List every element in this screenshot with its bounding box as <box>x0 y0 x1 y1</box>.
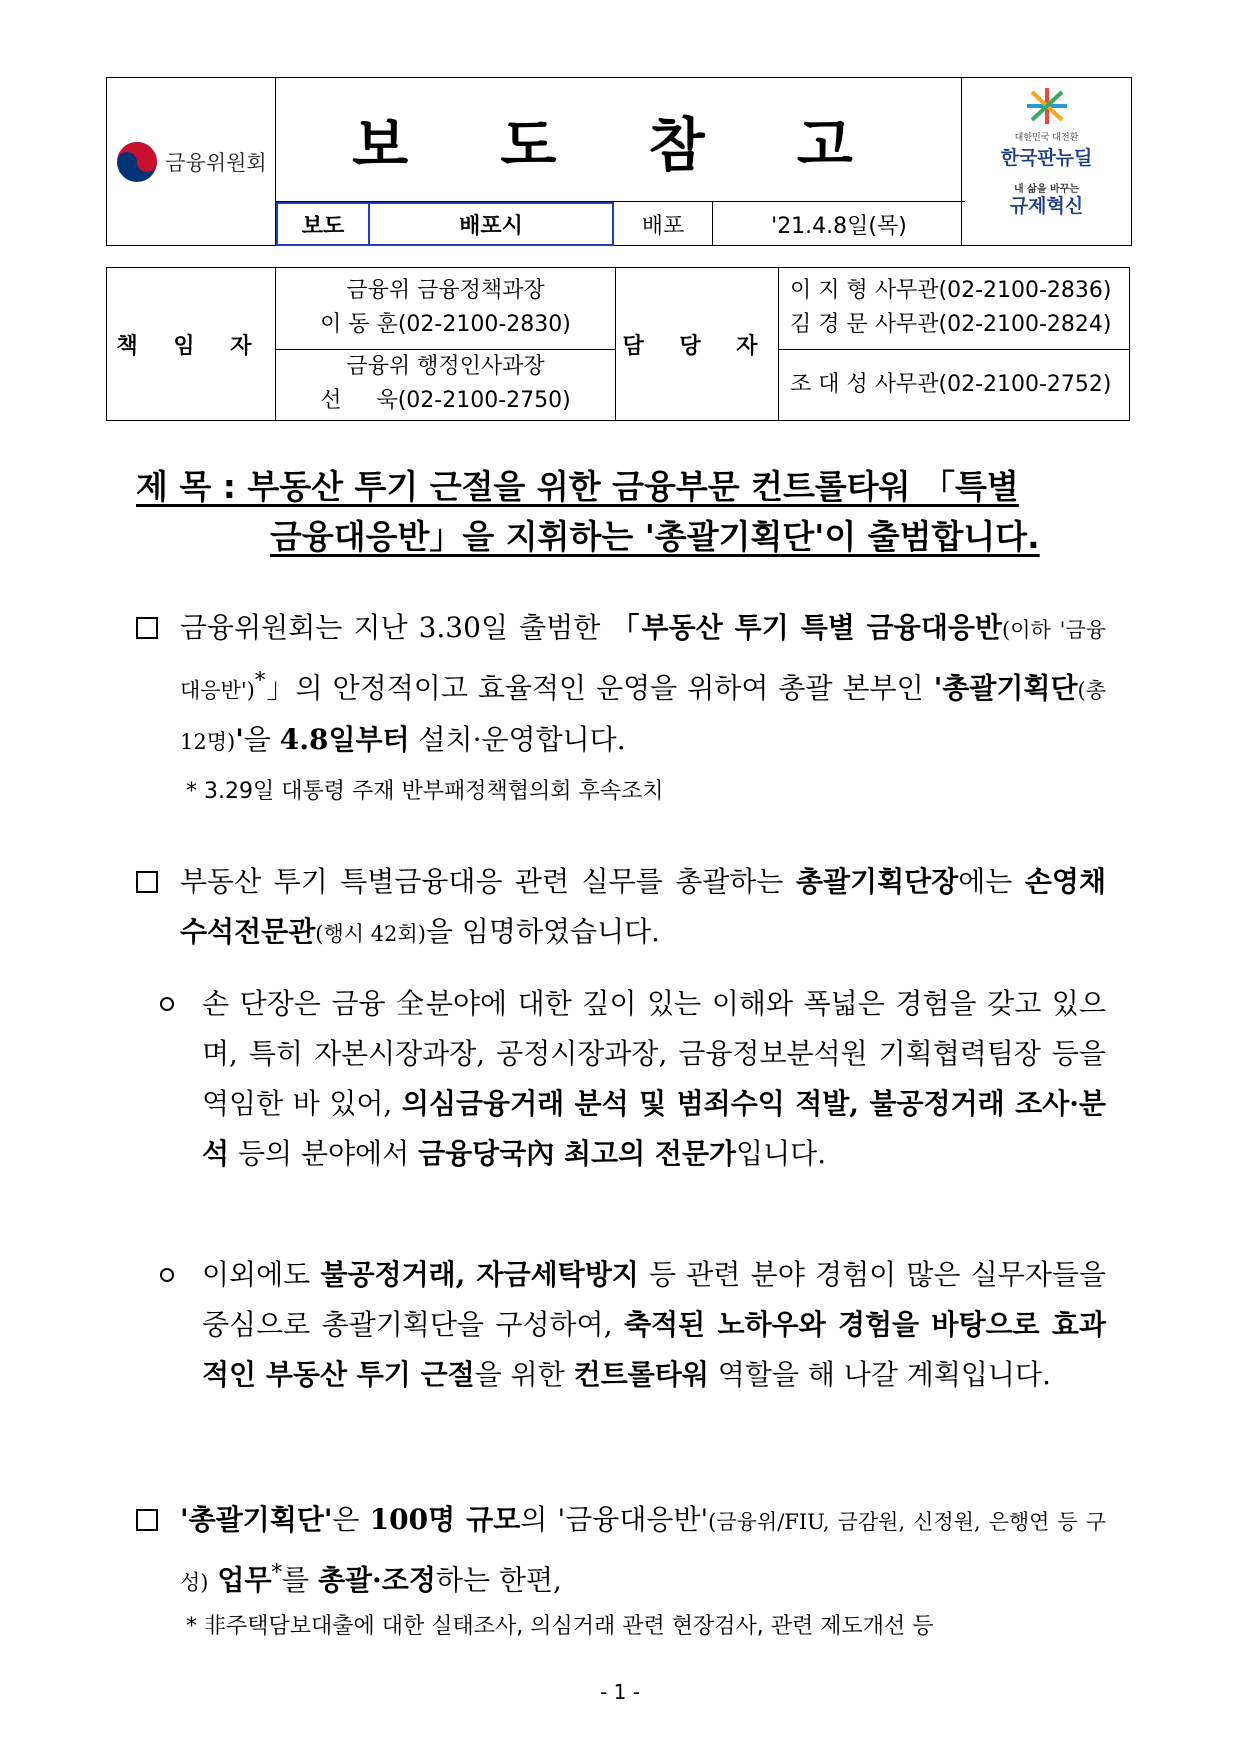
new-deal-star-icon <box>1022 86 1072 126</box>
p2-t4: 손영채 수석전문관 <box>180 865 1106 948</box>
fsc-logo <box>107 78 276 245</box>
p1-t4: 」의 안정적이고 효율적인 운영을 위하여 총괄 본부인 <box>265 671 934 705</box>
p2-t6: 을 임명하였습니다. <box>425 915 661 948</box>
paragraph-2 <box>136 857 1106 959</box>
paragraph-3-footnote: * 非주택담보대출에 대한 실태조사, 의심거래 관련 현장검사, 관련 제도개선 등 <box>186 1614 934 1639</box>
p3-t8: 를 <box>282 1563 318 1597</box>
s1-t1: 손 단장은 금융 全분야에 대한 깊이 있는 이해와 폭넓은 경험을 갖고 있으며, 특히 자본시장과장, 공정시장과장, 금융정보분석원 기획협력팀장 등을 역임한 바 있어, <box>202 987 1106 1120</box>
paragraph-1-footnote: * 3.29일 대통령 주재 반부패정책협의회 후속조치 <box>186 779 664 804</box>
press-header <box>106 77 1132 246</box>
p1-t8: 을 <box>243 723 280 757</box>
distribution-row <box>276 201 965 246</box>
dist-label-dist: 배포 <box>614 202 713 246</box>
reg-innovation-logo <box>962 180 1131 217</box>
contact-label: 담 당 자 <box>615 268 779 420</box>
resp-1-dept: 금융위 금융정책과장 <box>346 278 545 303</box>
s2-t7: 역할을 해 나갈 계획입니다. <box>708 1358 1051 1391</box>
p1-t3sup: * <box>254 668 266 692</box>
s2-t6: 컨트롤타워 <box>573 1358 709 1391</box>
resp-1 <box>276 268 615 350</box>
contact-3: 조 대 성 사무관(02-2100-2752) <box>790 372 1112 397</box>
s1-t3: 등의 분야에서 <box>229 1137 419 1170</box>
contact-1-2 <box>778 268 1130 350</box>
p2-t1: 부동산 투기 특별금융대응 관련 실무를 총괄하는 <box>180 865 796 898</box>
p2-t3: 에는 <box>958 865 1025 898</box>
s1-t4: 금융당국內 최고의 전문가 <box>418 1137 737 1170</box>
checkbox-bullet-icon <box>136 871 158 893</box>
reg-small: 내 삶을 바꾸는 <box>1014 184 1079 195</box>
p1-t1: 금융위원회는 지난 3.30일 출범한 <box>180 611 612 644</box>
p3-t7sup: * <box>271 1560 282 1584</box>
paragraph-3 <box>136 1495 1106 1607</box>
p3-t3: 100명 규모 <box>369 1503 521 1536</box>
right-logos <box>961 78 1131 245</box>
paragraph-3-text <box>180 1495 1106 1607</box>
p1-t7: ' <box>235 723 244 757</box>
p2-t5: (행시 42회) <box>315 922 426 946</box>
paragraph-1 <box>136 603 1106 767</box>
paragraph-1-text <box>180 603 1106 767</box>
sub-bullet-1 <box>156 979 1106 1179</box>
new-deal-text: 한국판뉴딜 <box>1000 147 1093 169</box>
p3-t5: (금융위/FIU, 금감원, 신정원, 은행연 등 구성) <box>180 1510 1106 1595</box>
contact-2: 김 경 문 사무관(02-2100-2824) <box>790 312 1112 337</box>
s2-t2: 불공정거래, 자금세탁방지 <box>320 1258 639 1291</box>
page-number: - 1 - <box>600 1680 640 1704</box>
checkbox-bullet-icon <box>136 617 158 639</box>
resp-2 <box>276 350 615 420</box>
p1-t9: 4.8일부터 <box>279 723 410 757</box>
p2-t2: 총괄기획단장 <box>795 865 959 898</box>
p1-t3: (이하 '금융대응반') <box>180 618 1106 703</box>
p1-t10: 설치·운영합니다. <box>409 723 626 757</box>
subject-title <box>136 462 1106 562</box>
resp-2-dept: 금융위 행정인사과장 <box>346 354 545 379</box>
dist-label-press: 보도 <box>276 202 370 246</box>
reg-text: 규제혁신 <box>1009 195 1084 217</box>
s1-t2: 의심금융거래 분석 및 범죄수익 적발, 불공정거래 조사·분석 <box>202 1087 1107 1170</box>
subject-line-1: 제 목 : 부동산 투기 근절을 위한 금융부문 컨트롤타워 「특별 <box>136 467 1019 506</box>
dist-value-press: 배포시 <box>370 202 614 246</box>
new-deal-logo <box>962 86 1131 170</box>
sub-bullet-2-text <box>202 1250 1106 1400</box>
resp-1-name: 이 동 훈(02-2100-2830) <box>320 312 571 337</box>
s2-t3: 등 관련 분야 경험이 많은 실무자들을 중심으로 총괄기획단을 구성하여, <box>202 1258 1106 1341</box>
s2-t1: 이외에도 <box>202 1258 321 1291</box>
p3-t4: 의 '금융대응반' <box>520 1503 709 1536</box>
contact-1: 이 지 형 사무관(02-2100-2836) <box>790 278 1112 303</box>
p3-t1: '총괄기획단' <box>180 1503 333 1536</box>
circle-bullet-icon <box>160 1268 174 1282</box>
checkbox-bullet-icon <box>136 1509 158 1531</box>
p3-t10: 하는 한편, <box>435 1563 562 1597</box>
p3-t9: 총괄·조정 <box>317 1563 436 1597</box>
s1-t5: 입니다. <box>736 1137 827 1170</box>
sub-bullet-1-text <box>202 979 1106 1179</box>
p1-t2: 「부동산 투기 특별 금융대응반 <box>611 611 1002 644</box>
circle-bullet-icon <box>160 997 174 1011</box>
p1-t6: (총12명) <box>180 678 1106 755</box>
subject-line-2: 금융대응반」을 지휘하는 '총괄기획단'이 출범합니다. <box>270 517 1040 556</box>
doc-type-title: 보 도 참 고 <box>352 110 889 179</box>
org-name: 금융위원회 <box>165 150 267 175</box>
new-deal-small: 대한민국 대전환 <box>1014 133 1079 143</box>
responsibility-table <box>106 267 1130 421</box>
p3-t2: 은 <box>332 1503 370 1536</box>
s2-t5: 을 위한 <box>474 1358 574 1391</box>
sub-bullet-2 <box>156 1250 1106 1400</box>
p1-t5: '총괄기획단 <box>933 671 1078 705</box>
p3-t7: 업무 <box>217 1563 272 1597</box>
dist-date: '21.4.8일(목) <box>771 213 907 239</box>
taegeuk-icon <box>115 140 159 184</box>
s2-t4: 축적된 노하우와 경험을 바탕으로 효과적인 부동산 투기 근절 <box>202 1308 1107 1391</box>
resp-label: 책 임 자 <box>107 268 276 420</box>
paragraph-2-text <box>180 857 1106 959</box>
resp-2-name: 선 욱(02-2100-2750) <box>320 388 571 413</box>
